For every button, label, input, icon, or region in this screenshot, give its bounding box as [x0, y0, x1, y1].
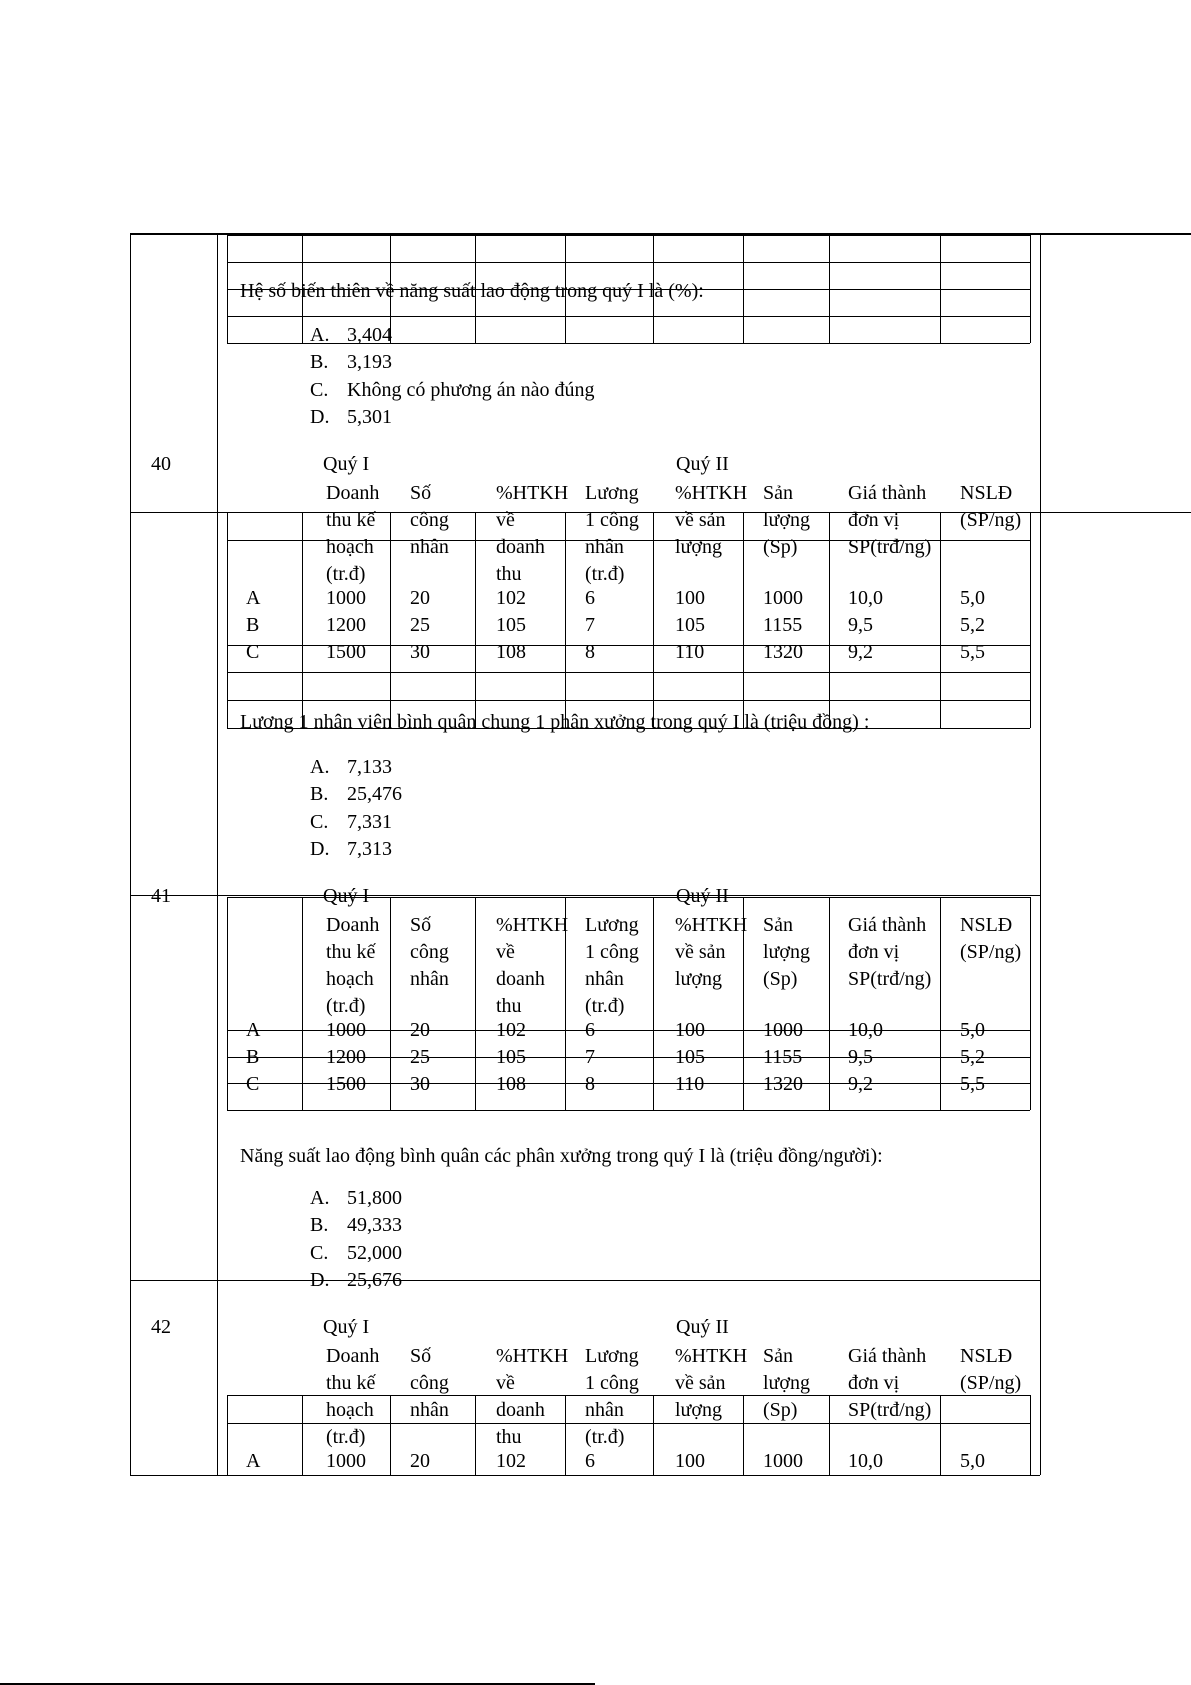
table-grid-line: [743, 1395, 744, 1475]
question-text: Năng suất lao động bình quân các phân xưởng trong quý I là (triệu đồng/người):: [240, 1145, 883, 1167]
table-header-cell: Số: [410, 1345, 432, 1367]
table-cell: 20: [410, 587, 430, 609]
table-cell: 6: [585, 1019, 595, 1041]
option-letter: D.: [310, 838, 330, 860]
table-row-label: A: [246, 587, 261, 609]
table-header-cell: SP(trđ/ng): [848, 536, 932, 558]
table-header-cell: nhân: [585, 968, 624, 990]
table-cell: 1000: [763, 1450, 803, 1472]
table-header-cell: lượng: [675, 968, 722, 990]
table-header-cell: Sản: [763, 914, 793, 936]
option-text: 7,313: [347, 838, 392, 860]
table-grid-line: [227, 1395, 1030, 1396]
table-grid-line: [227, 512, 228, 728]
table-cell: 10,0: [848, 1450, 883, 1472]
table-header-cell: %HTKH: [675, 482, 748, 504]
table-cell: 1320: [763, 1073, 803, 1095]
table-grid-line: [227, 672, 1030, 673]
table-header-cell: %HTKH: [496, 1345, 569, 1367]
table-cell: 9,5: [848, 614, 873, 636]
option-letter: A.: [310, 756, 330, 778]
table-grid-line: [1030, 235, 1031, 343]
table-grid-line: [653, 512, 654, 728]
table-cell: 5,0: [960, 1450, 985, 1472]
table-header-cell: về sản: [675, 941, 726, 963]
option-letter: C.: [310, 1242, 329, 1264]
table-header-cell: (tr.đ): [585, 1426, 625, 1448]
table-header-cell: SP(trđ/ng): [848, 1399, 932, 1421]
table-cell: 8: [585, 641, 595, 663]
table-grid-line: [475, 1395, 476, 1475]
table-header-cell: Doanh: [326, 482, 380, 504]
table-header-cell: (tr.đ): [326, 563, 366, 585]
table-grid-line: [302, 897, 303, 1110]
table-header-cell: Số: [410, 914, 432, 936]
table-grid-line: [390, 897, 391, 1110]
table-header-cell: doanh: [496, 968, 545, 990]
table-header-cell: %HTKH: [496, 482, 569, 504]
outer-border: [1040, 233, 1041, 1475]
table-group-quarter-2: Quý II: [676, 885, 729, 907]
option-text: 25,476: [347, 783, 402, 805]
table-header-cell: Số: [410, 482, 432, 504]
table-header-cell: lượng: [763, 941, 810, 963]
table-cell: 5,5: [960, 1073, 985, 1095]
table-row-label: B: [246, 614, 260, 636]
table-grid-line: [743, 512, 744, 728]
table-header-cell: công: [410, 509, 449, 531]
table-cell: 1200: [326, 614, 366, 636]
table-header-cell: nhân: [410, 1399, 449, 1421]
table-grid-line: [302, 1395, 303, 1475]
table-header-cell: 1 công: [585, 1372, 639, 1394]
option-letter: D.: [310, 406, 330, 428]
option-text: 51,800: [347, 1187, 402, 1209]
table-header-cell: (Sp): [763, 968, 798, 990]
table-header-cell: đơn vị: [848, 509, 900, 531]
table-row-label: C: [246, 1073, 260, 1095]
table-cell: 10,0: [848, 1019, 883, 1041]
table-row-label: A: [246, 1450, 261, 1472]
table-header-cell: thu kế: [326, 941, 376, 963]
option-letter: A.: [310, 1187, 330, 1209]
table-grid-line: [1030, 512, 1031, 728]
outer-border: [130, 1280, 1040, 1281]
table-header-cell: về: [496, 1372, 515, 1394]
table-cell: 25: [410, 614, 430, 636]
outer-border: [130, 233, 131, 1475]
option-letter: A.: [310, 324, 330, 346]
table-cell: 6: [585, 587, 595, 609]
table-cell: 7: [585, 1046, 595, 1068]
table-header-cell: Lương: [585, 482, 639, 504]
table-grid-line: [1030, 1395, 1031, 1475]
table-header-cell: nhân: [585, 1399, 624, 1421]
table-grid-line: [227, 1110, 1030, 1111]
table-grid-line: [390, 512, 391, 728]
option-letter: B.: [310, 351, 329, 373]
option-letter: C.: [310, 379, 329, 401]
table-header-cell: %HTKH: [675, 1345, 748, 1367]
table-grid-line: [227, 316, 1030, 317]
table-grid-line: [829, 897, 830, 1110]
table-header-cell: (SP/ng): [960, 509, 1022, 531]
table-header-cell: nhân: [410, 536, 449, 558]
table-header-cell: Lương: [585, 914, 639, 936]
table-grid-line: [227, 235, 228, 343]
outer-border: [130, 895, 1040, 896]
table-header-cell: SP(trđ/ng): [848, 968, 932, 990]
table-grid-line: [475, 512, 476, 728]
table-header-cell: công: [410, 1372, 449, 1394]
table-cell: 1500: [326, 1073, 366, 1095]
table-header-cell: (Sp): [763, 1399, 798, 1421]
option-text: 3,404: [347, 324, 392, 346]
table-cell: 1000: [763, 587, 803, 609]
table-row-label: B: [246, 1046, 260, 1068]
table-cell: 1000: [326, 587, 366, 609]
table-grid-line: [227, 235, 1030, 236]
table-grid-line: [829, 235, 830, 343]
table-cell: 9,5: [848, 1046, 873, 1068]
option-text: Không có phương án nào đúng: [347, 379, 595, 401]
table-cell: 102: [496, 1019, 526, 1041]
table-cell: 108: [496, 641, 526, 663]
table-cell: 1155: [763, 614, 803, 636]
table-header-cell: thu kế: [326, 509, 376, 531]
option-text: 7,331: [347, 811, 392, 833]
table-header-cell: Giá thành: [848, 914, 927, 936]
table-header-cell: đơn vị: [848, 1372, 900, 1394]
table-header-cell: Sản: [763, 482, 793, 504]
option-text: 52,000: [347, 1242, 402, 1264]
table-cell: 30: [410, 1073, 430, 1095]
table-row-label: A: [246, 1019, 261, 1041]
table-header-cell: doanh: [496, 1399, 545, 1421]
table-grid-line: [1030, 897, 1031, 1110]
table-header-cell: hoạch: [326, 1399, 374, 1421]
option-letter: D.: [310, 1269, 330, 1291]
table-header-cell: thu: [496, 995, 522, 1017]
table-cell: 1500: [326, 641, 366, 663]
table-header-cell: 1 công: [585, 509, 639, 531]
table-cell: 5,2: [960, 1046, 985, 1068]
table-header-cell: (SP/ng): [960, 1372, 1022, 1394]
table-header-cell: Lương: [585, 1345, 639, 1367]
table-header-cell: (Sp): [763, 536, 798, 558]
table-grid-line: [475, 897, 476, 1110]
table-cell: 5,0: [960, 587, 985, 609]
table-cell: 9,2: [848, 1073, 873, 1095]
table-group-quarter-2: Quý II: [676, 1316, 729, 1338]
table-grid-line: [227, 700, 1030, 701]
table-header-cell: Giá thành: [848, 482, 927, 504]
table-grid-line: [940, 1395, 941, 1475]
table-cell: 10,0: [848, 587, 883, 609]
table-cell: 1000: [763, 1019, 803, 1041]
table-cell: 1000: [326, 1019, 366, 1041]
table-cell: 20: [410, 1450, 430, 1472]
table-grid-line: [940, 235, 941, 343]
table-cell: 8: [585, 1073, 595, 1095]
table-header-cell: %HTKH: [496, 914, 569, 936]
table-cell: 5,5: [960, 641, 985, 663]
table-header-cell: thu: [496, 563, 522, 585]
table-cell: 9,2: [848, 641, 873, 663]
table-cell: 102: [496, 1450, 526, 1472]
table-cell: 100: [675, 1450, 705, 1472]
table-header-cell: Doanh: [326, 1345, 380, 1367]
question-number: 40: [151, 453, 171, 475]
table-grid-line: [653, 1395, 654, 1475]
table-cell: 25: [410, 1046, 430, 1068]
table-header-cell: hoạch: [326, 968, 374, 990]
table-grid-line: [227, 262, 1030, 263]
table-cell: 1155: [763, 1046, 803, 1068]
table-grid-line: [302, 512, 303, 728]
table-cell: 105: [496, 1046, 526, 1068]
table-grid-line: [829, 1395, 830, 1475]
table-header-cell: (SP/ng): [960, 941, 1022, 963]
option-text: 25,676: [347, 1269, 402, 1291]
option-text: 49,333: [347, 1214, 402, 1236]
table-cell: 105: [675, 614, 705, 636]
table-cell: 1200: [326, 1046, 366, 1068]
table-grid-line: [940, 512, 941, 728]
table-grid-line: [940, 897, 941, 1110]
table-cell: 110: [675, 1073, 705, 1095]
table-header-cell: thu: [496, 1426, 522, 1448]
table-header-cell: nhân: [585, 536, 624, 558]
table-grid-line: [743, 235, 744, 343]
table-header-cell: hoạch: [326, 536, 374, 558]
table-cell: 5,0: [960, 1019, 985, 1041]
table-cell: 105: [675, 1046, 705, 1068]
option-text: 7,133: [347, 756, 392, 778]
table-cell: 108: [496, 1073, 526, 1095]
table-cell: 1000: [326, 1450, 366, 1472]
table-grid-line: [829, 512, 830, 728]
question-text: Hệ số biến thiên về năng suất lao động trong quý I là (%):: [240, 280, 704, 302]
question-text: Lương 1 nhân viên bình quân chung 1 phân xưởng trong quý I là (triệu đồng) :: [240, 711, 870, 733]
table-cell: 6: [585, 1450, 595, 1472]
option-letter: C.: [310, 811, 329, 833]
table-header-cell: NSLĐ: [960, 914, 1013, 936]
table-cell: 100: [675, 587, 705, 609]
table-header-cell: %HTKH: [675, 914, 748, 936]
table-header-cell: thu kế: [326, 1372, 376, 1394]
table-cell: 5,2: [960, 614, 985, 636]
table-header-cell: về sản: [675, 1372, 726, 1394]
table-header-cell: NSLĐ: [960, 482, 1013, 504]
table-header-cell: nhân: [410, 968, 449, 990]
table-header-cell: công: [410, 941, 449, 963]
table-header-cell: về: [496, 941, 515, 963]
table-header-cell: (tr.đ): [326, 1426, 366, 1448]
table-grid-line: [227, 1395, 228, 1475]
table-grid-line: [227, 897, 228, 1110]
option-letter: B.: [310, 783, 329, 805]
table-header-cell: lượng: [675, 536, 722, 558]
table-group-quarter-1: Quý I: [323, 1316, 370, 1338]
table-header-cell: (tr.đ): [585, 995, 625, 1017]
table-cell: 102: [496, 587, 526, 609]
table-header-cell: về sản: [675, 509, 726, 531]
table-group-quarter-1: Quý I: [323, 453, 370, 475]
table-group-quarter-2: Quý II: [676, 453, 729, 475]
table-header-cell: lượng: [675, 1399, 722, 1421]
question-number: 41: [151, 885, 171, 907]
table-grid-line: [653, 897, 654, 1110]
table-cell: 100: [675, 1019, 705, 1041]
table-header-cell: đơn vị: [848, 941, 900, 963]
table-header-cell: lượng: [763, 1372, 810, 1394]
table-header-cell: NSLĐ: [960, 1345, 1013, 1367]
table-header-cell: lượng: [763, 509, 810, 531]
table-header-cell: Giá thành: [848, 1345, 927, 1367]
table-header-cell: 1 công: [585, 941, 639, 963]
table-header-cell: doanh: [496, 536, 545, 558]
table-header-cell: Doanh: [326, 914, 380, 936]
table-grid-line: [390, 1395, 391, 1475]
outer-border: [217, 233, 218, 1475]
table-header-cell: về: [496, 509, 515, 531]
table-group-quarter-1: Quý I: [323, 885, 370, 907]
question-number: 42: [151, 1316, 171, 1338]
option-text: 5,301: [347, 406, 392, 428]
table-grid-line: [565, 512, 566, 728]
table-cell: 110: [675, 641, 705, 663]
table-cell: 105: [496, 614, 526, 636]
option-letter: B.: [310, 1214, 329, 1236]
table-row-label: C: [246, 641, 260, 663]
table-header-cell: Sản: [763, 1345, 793, 1367]
table-grid-line: [227, 1423, 1030, 1424]
table-cell: 7: [585, 614, 595, 636]
table-header-cell: (tr.đ): [585, 563, 625, 585]
table-cell: 20: [410, 1019, 430, 1041]
table-cell: 30: [410, 641, 430, 663]
table-header-cell: (tr.đ): [326, 995, 366, 1017]
table-grid-line: [565, 1395, 566, 1475]
outer-border: [130, 1475, 1040, 1476]
option-text: 3,193: [347, 351, 392, 373]
table-cell: 1320: [763, 641, 803, 663]
